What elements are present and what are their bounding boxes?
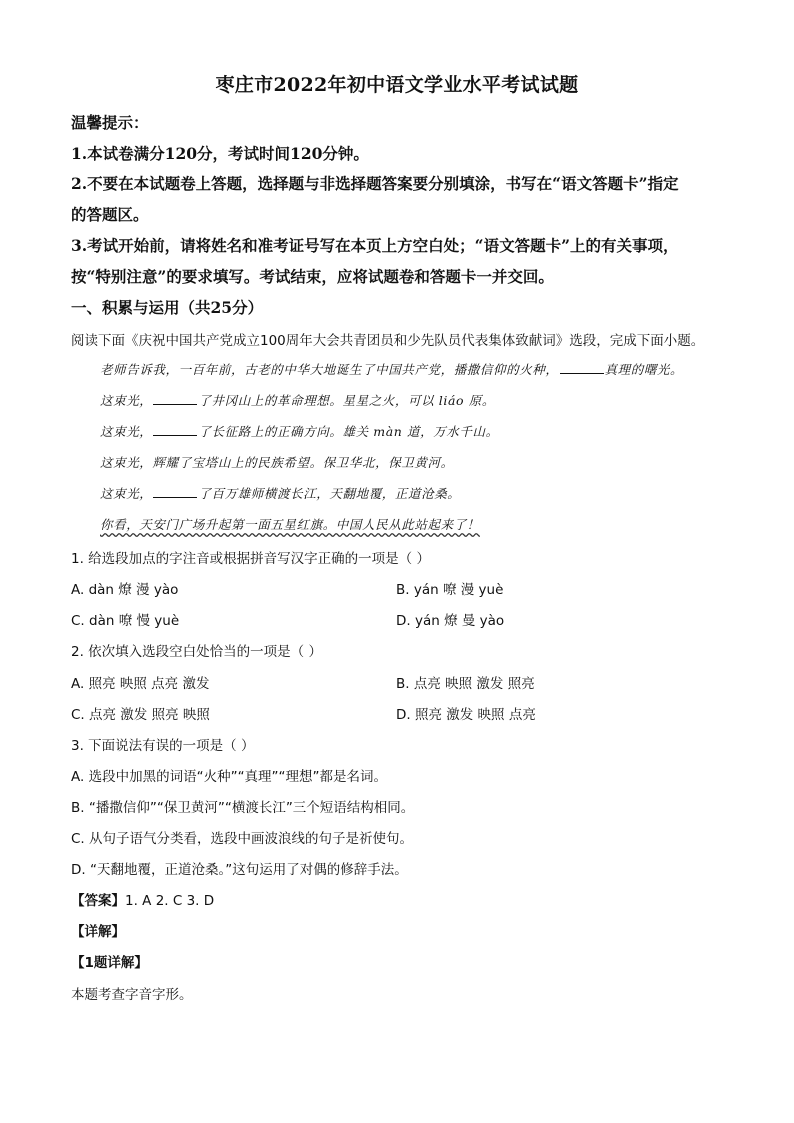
- passage-line-2: [100, 391, 495, 409]
- q3-option-a: A. 选段中加黑的词语“火种”“真理”“理想”都是名词。: [71, 769, 388, 785]
- q1-detail-text: 本题考查字音字形。: [71, 987, 193, 1003]
- blank-3: [153, 423, 197, 436]
- q1-option-d: D. yán 燎 曼 yào: [396, 613, 505, 629]
- passage-line-3-b: 了长征路上的正确方向。雄关 màn 道，万水千山。: [198, 424, 499, 439]
- notice-heading: 温馨提示：: [71, 113, 149, 132]
- blank-4: [153, 485, 197, 498]
- q1-option-b: B. yán 嘹 漫 yuè: [396, 582, 504, 598]
- detail-tag: 【详解】: [71, 924, 125, 940]
- passage-line-2-b: 了井冈山上的革命理想。星星之火，可以 liáo 原。: [198, 393, 495, 408]
- passage-line-5-a: 这束光，: [100, 486, 153, 501]
- q2-option-b: B. 点亮 映照 激发 照亮: [396, 676, 535, 692]
- q2-option-d: D. 照亮 激发 映照 点亮: [396, 707, 536, 723]
- q1-stem: 1. 给选段加点的字注音或根据拼音写汉字正确的一项是（ ）: [71, 551, 430, 567]
- notice-item-2-cont: 的答题区。: [71, 205, 149, 224]
- q1-option-c: C. dàn 嘹 慢 yuè: [71, 613, 180, 629]
- passage-line-1-a: 老师告诉我，一百年前，古老的中华大地诞生了中国共产党，播撒信仰的火种，: [100, 362, 559, 377]
- passage-line-6-wavy: 你看，天安门广场升起第一面五星红旗。中国人民从此站起来了！: [100, 517, 480, 532]
- passage-line-3-a: 这束光，: [100, 424, 153, 439]
- q2-option-a: A. 照亮 映照 点亮 激发: [71, 676, 210, 692]
- blank-2: [153, 392, 197, 405]
- passage-line-2-a: 这束光，: [100, 393, 153, 408]
- q3-option-b: B. “播撒信仰”“保卫黄河”“横渡长江”三个短语结构相同。: [71, 800, 415, 816]
- notice-item-3: 3.考试开始前，请将姓名和准考证号写在本页上方空白处；“语文答题卡”上的有关事项，: [71, 236, 679, 255]
- blank-1: [560, 361, 604, 374]
- passage-line-4: 这束光，辉耀了宝塔山上的民族希望。保卫华北，保卫黄河。: [100, 455, 454, 470]
- notice-item-2: 2.不要在本试题卷上答题，选择题与非选择题答案要分别填涂，书写在“语文答题卡”指定: [71, 174, 679, 193]
- section-instruction: 阅读下面《庆祝中国共产党成立100周年大会共青团员和少先队员代表集体致献词》选段，完成下面小题。: [71, 333, 705, 349]
- answer-tag: 【答案】: [71, 893, 125, 909]
- q2-option-c: C. 点亮 激发 照亮 映照: [71, 707, 210, 723]
- passage-line-1: [100, 360, 683, 378]
- q1-detail-tag: 【1题详解】: [71, 955, 148, 971]
- q3-stem: 3. 下面说法有误的一项是（ ）: [71, 738, 255, 754]
- passage-line-5-b: 了百万雄师横渡长江，天翻地覆，正道沧桑。: [198, 486, 461, 501]
- notice-item-1: 1.本试卷满分120分，考试时间120分钟。: [71, 144, 369, 163]
- passage-line-1-b: 真理的曙光。: [604, 362, 684, 377]
- notice-item-3-cont: 按“特别注意”的要求填写。考试结束，应将试题卷和答题卡一并交回。: [71, 267, 554, 286]
- answer-line: [71, 889, 214, 909]
- section-heading: 一、积累与运用（共25分）: [71, 298, 264, 317]
- q1-option-a: A. dàn 燎 漫 yào: [71, 582, 179, 598]
- passage-line-5: [100, 484, 460, 502]
- q3-option-d: D. “天翻地覆，正道沧桑。”这句运用了对偶的修辞手法。: [71, 862, 408, 878]
- page-title: 枣庄市2022年初中语文学业水平考试试题: [215, 74, 579, 96]
- answer-values: 1. A 2. C 3. D: [125, 893, 215, 909]
- q3-option-c: C. 从句子语气分类看，选段中画波浪线的句子是祈使句。: [71, 831, 414, 847]
- passage-line-3: [100, 422, 499, 440]
- q2-stem: 2. 依次填入选段空白处恰当的一项是（ ）: [71, 644, 322, 660]
